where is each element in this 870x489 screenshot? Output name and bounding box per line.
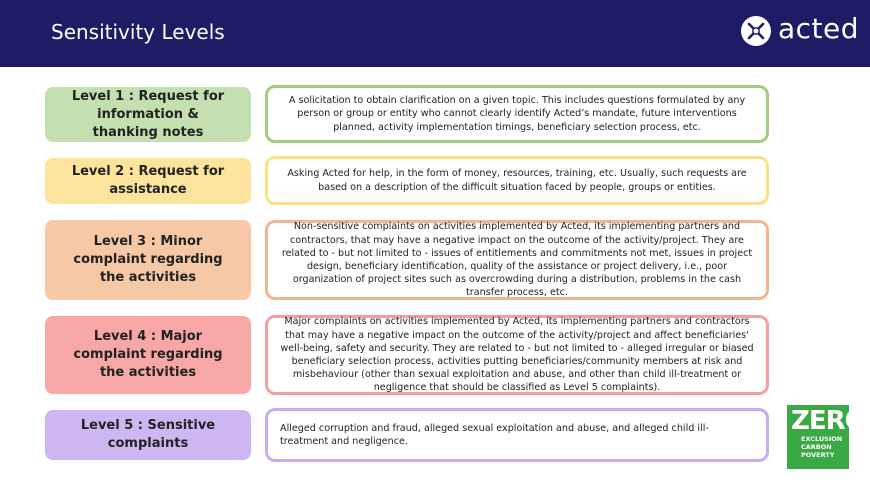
page-title: Sensitivity Levels (51, 20, 225, 44)
level-2-label: Level 2 : Request for assistance (45, 158, 251, 204)
level-3-label: Level 3 : Minor complaint regarding the activities (45, 220, 251, 300)
level-5-description: Alleged corruption and fraud, alleged sexual exploitation and abuse, and alleged child ill-treatment and negligence. (265, 408, 769, 462)
zero-badge-title: ZERO (791, 406, 866, 436)
level-2-description: Asking Acted for help, in the form of money, resources, training, etc. Usually, such requests are based on a description of the difficult situation faced by people, groups or entities. (265, 156, 769, 205)
header-bar (0, 0, 870, 67)
level-1-description: A solicitation to obtain clarification on a given topic. This includes questions formulated by any person or group or entity who cannot clearly identify Acted’s mandate, future interventions planned, activity implementation timings, beneficiary selection process, etc. (265, 85, 769, 143)
level-3-description: Non-sensitive complaints on activities implemented by Acted, its implementing partners and contractors, that may have a negative impact on the outcome of the activity/project. They are related to - but not limited to - issues of entitlements and commitments not met, issues in project design, beneficiary identification, quality of the assistance or project delivery, i.e., poor organization of project sites such as overcrowding during a distribution, problems in the cash transfer process, etc. (265, 220, 769, 300)
zero-badge-line-exclusion: EXCLUSION (801, 435, 843, 443)
acted-logo-text: acted (778, 12, 860, 45)
level-4-label: Level 4 : Major complaint regarding the activities (45, 316, 251, 394)
zero-badge-logo (787, 405, 866, 469)
level-4-description: Major complaints on activities implemented by Acted, its implementing partners and contractors that may have a negative impact on the outcome of the activity/project and affect beneficiaries' well-being, safety and security. They are related to - but not limited to - alleged irregular or biased beneficiary selection process, activities putting beneficiaries/community members at risk and misbehaviour (other than sexual exploitation and abuse, and other than child ill-treatment or negligence that should be classified as Level 5 complaints). (265, 315, 769, 395)
acted-logo-icon (741, 16, 771, 46)
level-5-label: Level 5 : Sensitive complaints (45, 410, 251, 460)
zero-badge-line-carbon: CARBON (801, 443, 832, 451)
level-1-label: Level 1 : Request for information & thanking notes (45, 87, 251, 142)
zero-badge-line-poverty: POVERTY (801, 451, 835, 459)
